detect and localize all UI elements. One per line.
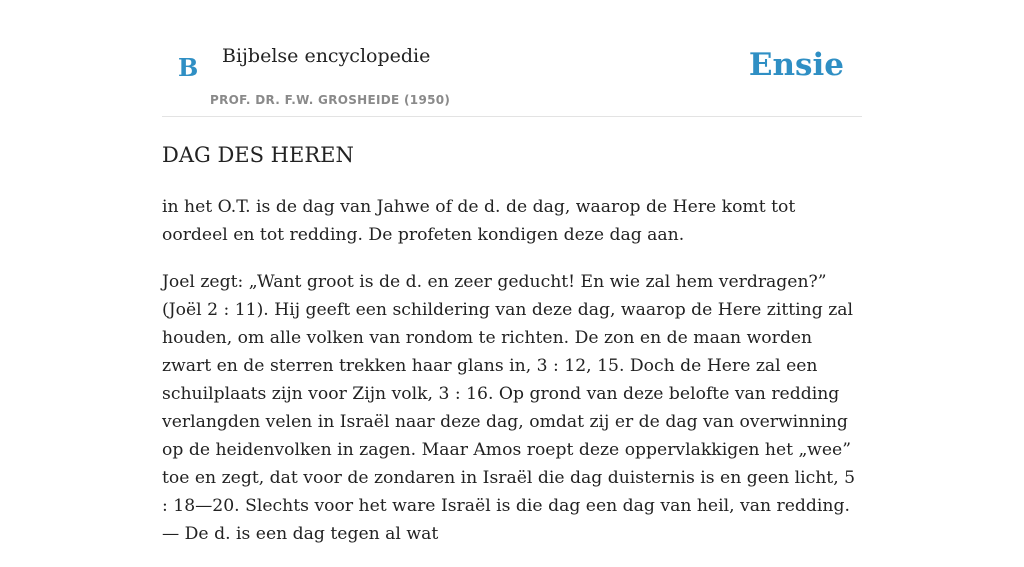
book-author: PROF. DR. F.W. GROSHEIDE (1950): [210, 93, 451, 107]
book-letter-link[interactable]: B: [178, 53, 199, 82]
brand-logo-link[interactable]: Ensie: [748, 47, 844, 83]
article-paragraph: Joel zegt: „Want groot is de d. en zeer geducht! En wie zal hem verdragen?” (Joël 2 : 11). Hij geeft een schildering van deze dag, waarop de Here zitting zal houden, om alle volken van rondom te richten. De zon en de maan worden zwart en de sterren trekken haar glans in, 3 : 12, 15. Doch de Here zal een schuilplaats zijn voor Zijn volk, 3 : 16. Op grond van deze belofte van redding verlangden velen in Israël naar deze dag, omdat zij er de dag van overwinning op de heidenvolken in zagen. Maar Amos roept deze oppervlakkigen het „wee” toe en zegt, dat voor de zondaren in Israël die dag duisternis is en geen licht, 5 : 18—20. Slechts voor het ware Israël is die dag een dag van heil, van redding. — De d. is een dag tegen al wat: [162, 272, 856, 544]
page-header: [162, 0, 862, 117]
article-paragraph: in het O.T. is de dag van Jahwe of de d. de dag, waarop de Here komt tot oordeel en tot redding. De profeten kondigen deze dag aan.: [162, 197, 796, 245]
book-title-link[interactable]: Bijbelse encyclopedie: [222, 45, 431, 67]
article: [162, 138, 866, 567]
article-title: DAG DES HEREN: [162, 143, 354, 167]
